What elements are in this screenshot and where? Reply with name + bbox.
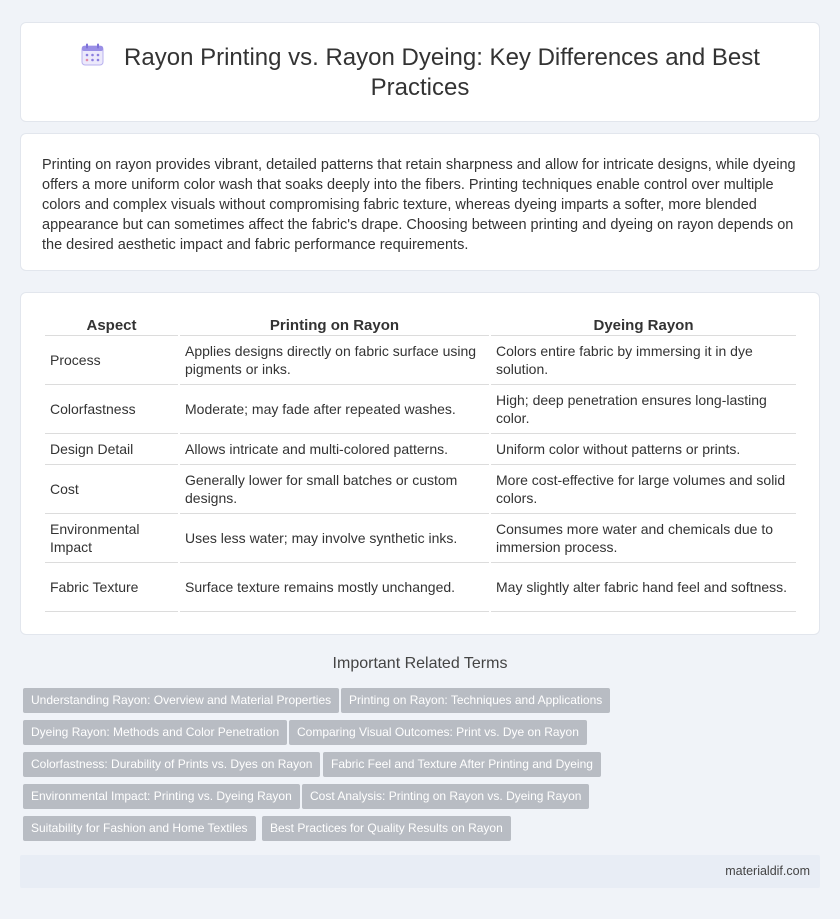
- table-cell-printing: Allows intricate and multi-colored patterns.: [180, 434, 489, 465]
- table-cell-dyeing: Colors entire fabric by immersing it in dye solution.: [491, 336, 796, 385]
- table-cell-dyeing: More cost-effective for large volumes and solid colors.: [491, 465, 796, 514]
- table-cell-aspect: Cost: [45, 465, 178, 514]
- table-cell-dyeing: Uniform color without patterns or prints.: [491, 434, 796, 465]
- table-cell-printing: Surface texture remains mostly unchanged.: [180, 563, 489, 612]
- table-row: [45, 465, 796, 514]
- intro-card: [20, 133, 820, 271]
- related-term-tag[interactable]: Dyeing Rayon: Methods and Color Penetration: [23, 720, 287, 745]
- table-row: [45, 434, 796, 465]
- table-cell-printing: Generally lower for small batches or custom designs.: [180, 465, 489, 514]
- table-cell-aspect: Process: [45, 336, 178, 385]
- calendar-icon: [80, 43, 106, 67]
- related-term-tag[interactable]: Understanding Rayon: Overview and Material Properties: [23, 688, 339, 713]
- header-dyeing: Dyeing Rayon: [491, 316, 796, 336]
- table-row: [45, 385, 796, 434]
- related-term-tag[interactable]: Comparing Visual Outcomes: Print vs. Dye on Rayon: [289, 720, 587, 745]
- table-cell-dyeing: Consumes more water and chemicals due to immersion process.: [491, 514, 796, 563]
- intro-paragraph: Printing on rayon provides vibrant, detailed patterns that retain sharpness and allow for intricate designs, while dyeing offers a more uniform color wash that soaks deeply into the fibers. Printing techniques enable control over multiple colors and complex visuals without compromising fabric texture, whereas dyeing imparts a softer, more blended appearance but can sometimes affect the fabric's drape. Choosing between printing and dyeing on rayon depends on the desired aesthetic impact and fabric performance requirements.: [42, 157, 796, 253]
- related-term-tag[interactable]: Cost Analysis: Printing on Rayon vs. Dyeing Rayon: [302, 784, 589, 809]
- table-header-row: [45, 316, 796, 336]
- related-terms-title: Important Related Terms: [332, 655, 508, 672]
- comparison-card: [20, 292, 820, 635]
- footer-site[interactable]: materialdif.com: [725, 864, 810, 878]
- table-cell-aspect: Environmental Impact: [45, 514, 178, 563]
- table-cell-dyeing: High; deep penetration ensures long-lasting color.: [491, 385, 796, 434]
- footer: [20, 855, 820, 888]
- header-aspect: Aspect: [45, 316, 178, 336]
- table-cell-printing: Applies designs directly on fabric surface using pigments or inks.: [180, 336, 489, 385]
- table-cell-printing: Moderate; may fade after repeated washes.: [180, 385, 489, 434]
- table-row: [45, 336, 796, 385]
- related-term-tag[interactable]: Fabric Feel and Texture After Printing and Dyeing: [323, 752, 601, 777]
- table-cell-aspect: Fabric Texture: [45, 563, 178, 612]
- table-cell-dyeing: May slightly alter fabric hand feel and softness.: [491, 563, 796, 612]
- page-title-text: Rayon Printing vs. Rayon Dyeing: Key Differences and Best Practices: [124, 44, 760, 101]
- table-cell-aspect: Colorfastness: [45, 385, 178, 434]
- comparison-table: [43, 316, 798, 612]
- related-term-tag[interactable]: Suitability for Fashion and Home Textiles: [23, 816, 256, 841]
- table-cell-aspect: Design Detail: [45, 434, 178, 465]
- table-row: [45, 563, 796, 612]
- table-cell-printing: Uses less water; may involve synthetic inks.: [180, 514, 489, 563]
- related-term-tag[interactable]: Printing on Rayon: Techniques and Applications: [341, 688, 610, 713]
- title-card: [20, 22, 820, 122]
- related-term-tag[interactable]: Colorfastness: Durability of Prints vs. Dyes on Rayon: [23, 752, 320, 777]
- related-term-tag[interactable]: Best Practices for Quality Results on Rayon: [262, 816, 511, 841]
- related-term-tag[interactable]: Environmental Impact: Printing vs. Dyeing Rayon: [23, 784, 300, 809]
- page-title: [61, 43, 779, 103]
- header-printing: Printing on Rayon: [180, 316, 489, 336]
- table-row: [45, 514, 796, 563]
